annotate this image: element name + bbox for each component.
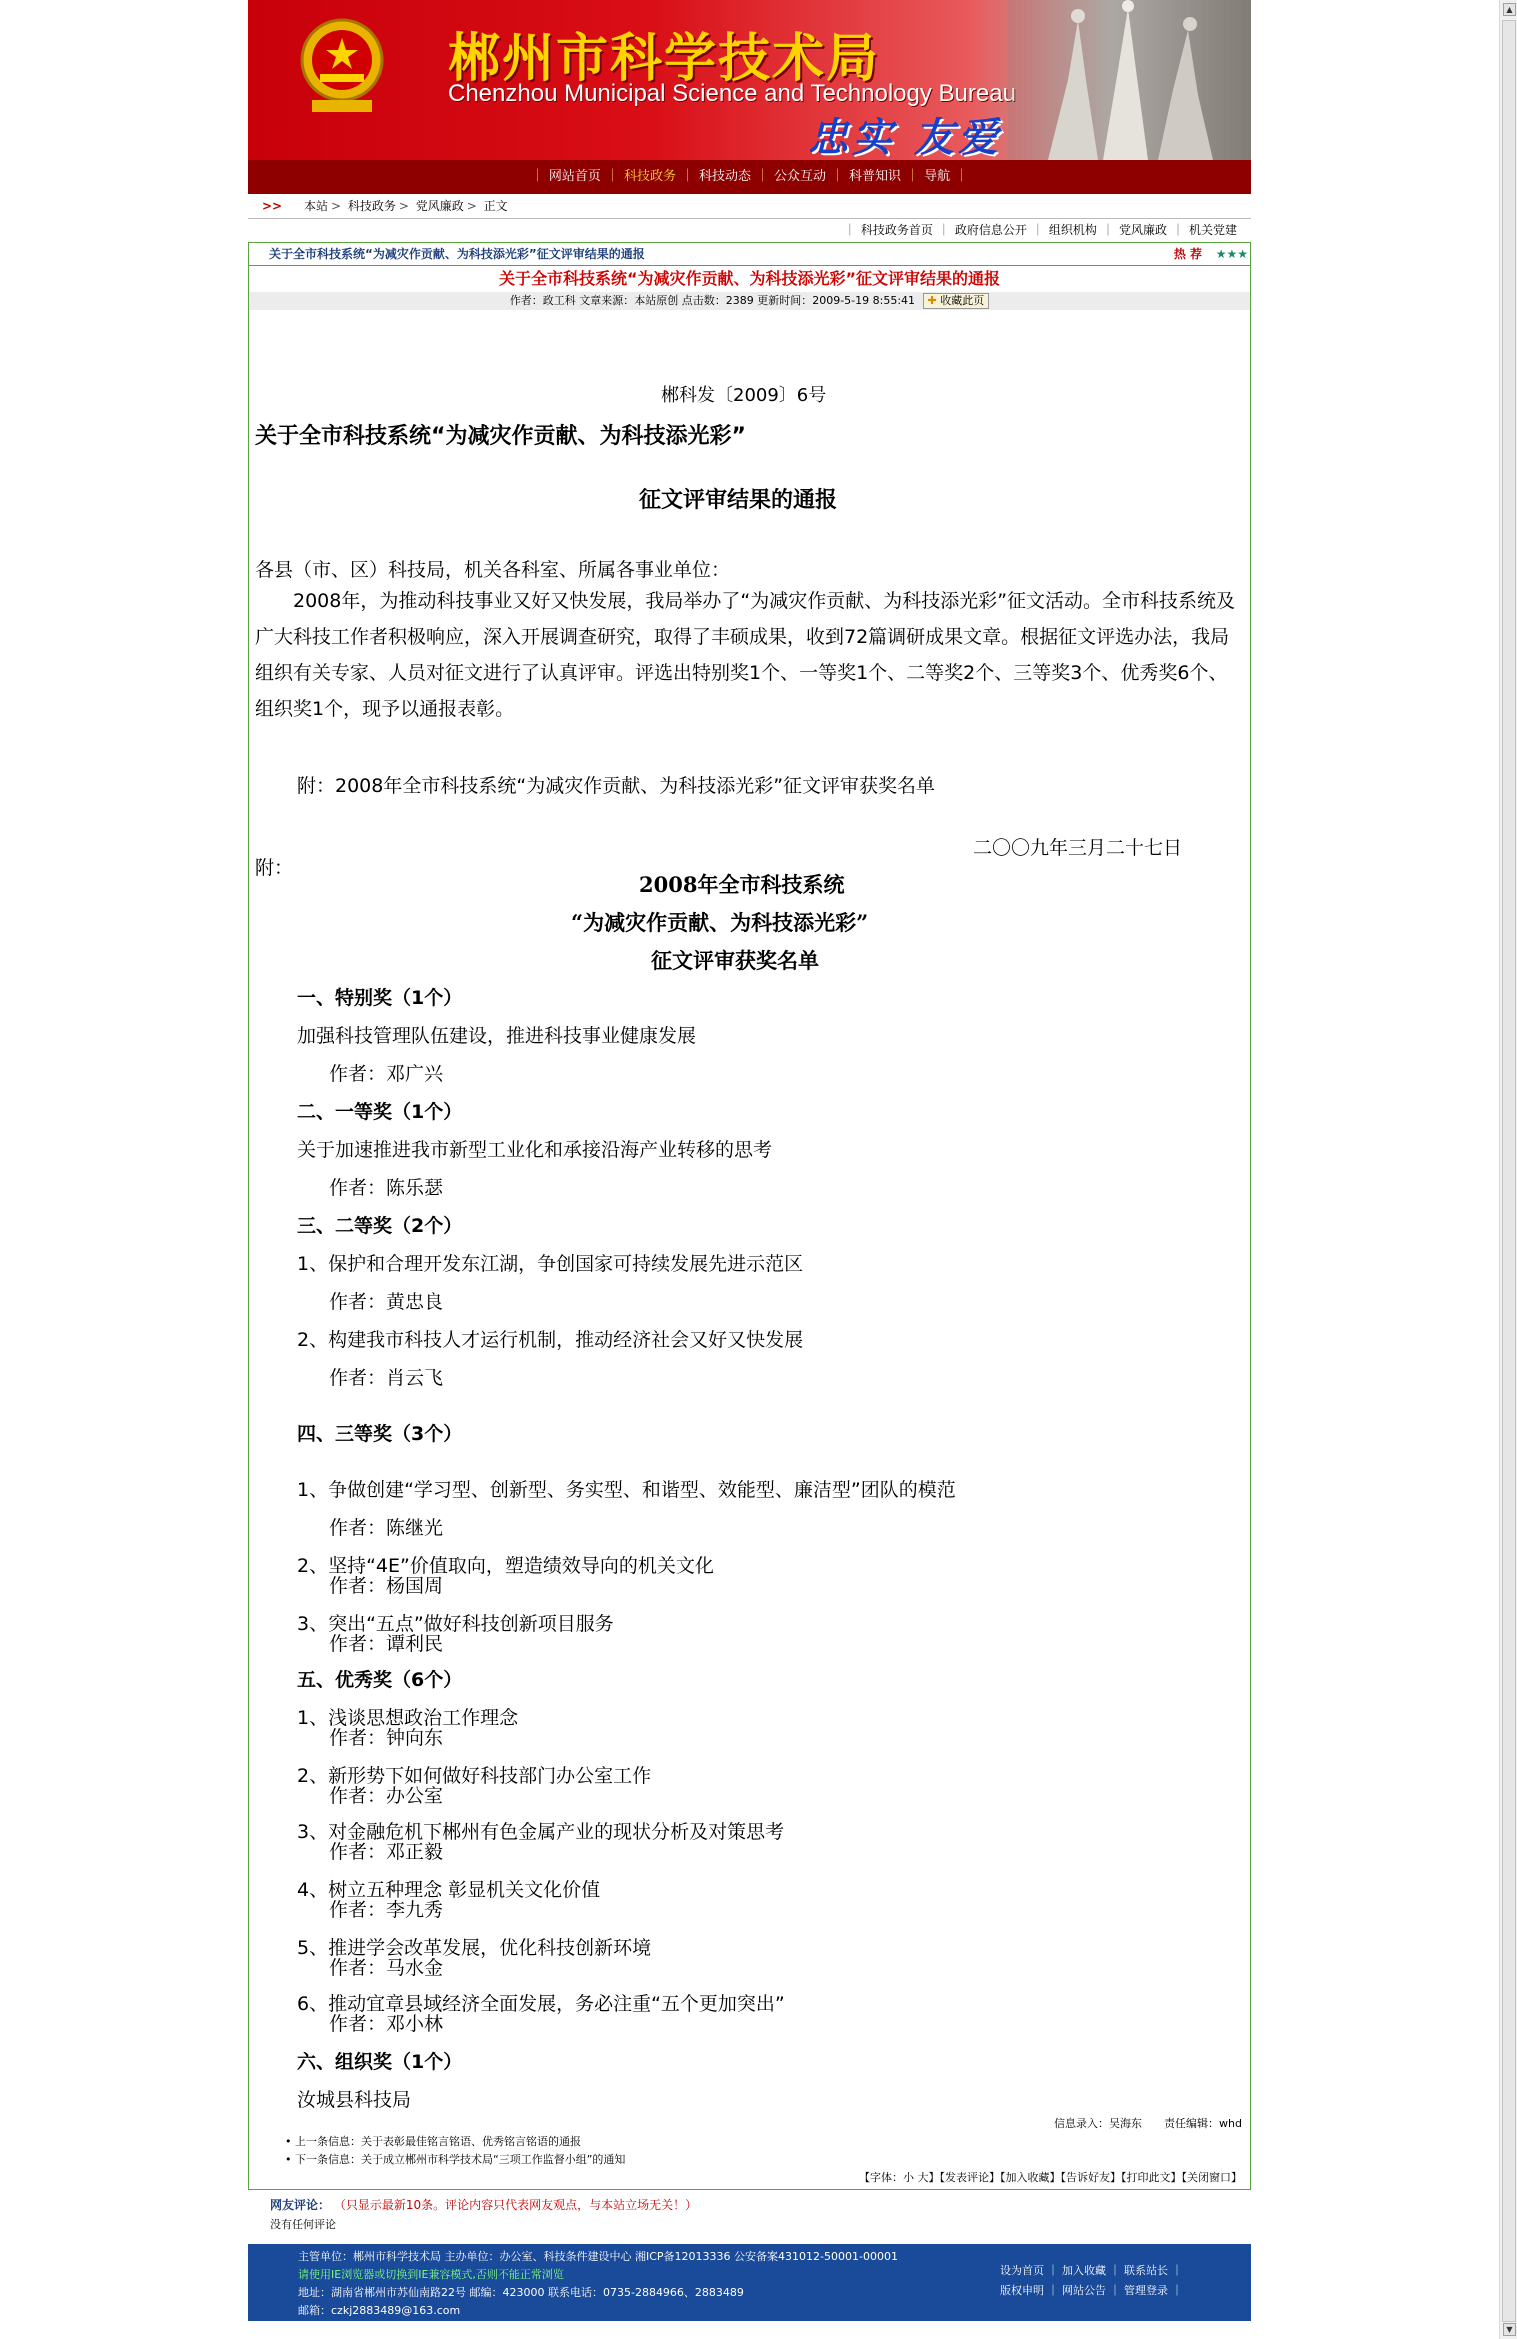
nav-home[interactable]: 网站首页: [548, 169, 601, 184]
bookmark-button[interactable]: [923, 293, 990, 309]
addressee: 各县（市、区）科技局，机关各科室、所属各事业单位：: [255, 559, 731, 581]
award-title: 5、推进学会改革发展，优化科技创新环境: [297, 1937, 652, 1959]
nav-news[interactable]: 科技动态: [698, 169, 751, 184]
footer-line-2: 请使用IE浏览器或切换到IE兼容模式,否则不能正常浏览: [298, 2268, 564, 2281]
attachment-note: 附：2008年全市科技系统“为减灾作贡献、为科技添光彩”征文评审获奖名单: [297, 775, 936, 797]
award-author: 作者：钟向东: [329, 1727, 444, 1749]
bullet-icon: •: [285, 2135, 295, 2148]
subnav-info-public[interactable]: 政府信息公开: [954, 223, 1027, 237]
section-second: 三、二等奖（2个）: [297, 1215, 463, 1237]
award-author: 作者：李九秀: [329, 1899, 444, 1921]
chevron-right-icon: >>: [262, 199, 283, 213]
section-excellence: 五、优秀奖（6个）: [297, 1669, 463, 1691]
award-title: 2、构建我市科技人才运行机制，推动经济社会又好又快发展: [297, 1329, 804, 1351]
award-title: 4、树立五种理念 彰显机关文化价值: [297, 1879, 601, 1901]
footer-line-4: 邮箱：czkj2883489@163.com: [298, 2304, 461, 2317]
award-title: 加强科技管理队伍建设，推进科技事业健康发展: [297, 1025, 697, 1047]
doc-heading-1: 关于全市科技系统“为减灾作贡献、为科技添光彩”: [255, 424, 746, 449]
site-subtitle: Chenzhou Municipal Science and Technology Bureau: [448, 80, 1016, 107]
subnav-party[interactable]: 党风廉政: [1118, 223, 1167, 237]
award-title: 汝城县科技局: [297, 2089, 412, 2111]
list-title-3: 征文评审获奖名单: [651, 948, 819, 973]
comments-label: 网友评论：: [270, 2198, 331, 2212]
subnav-affairs-home[interactable]: 科技政务首页: [860, 223, 933, 237]
editor-line: 信息录入：吴海东 责任编辑：whd: [1054, 2117, 1242, 2130]
body-paragraph: 2008年，为推动科技事业又好又快发展，我局举办了“为减灾作贡献、为科技添光彩”征文活动。全市科技系统及广大科技工作者积极响应，深入开展调查研究，取得了丰硕成果，收到72篇调研成果文章。根据征文评选办法，我局组织有关专家、人员对征文进行了认真评审。评选出特别奖1个、一等奖1个、二等奖2个、三等奖3个、优秀奖6个、组织奖1个，现予以通报表彰。: [255, 590, 1236, 720]
section-organization: 六、组织奖（1个）: [297, 2051, 463, 2073]
bookmark-label: 收藏此页: [940, 294, 985, 307]
award-author: 作者：谭利民: [329, 1633, 444, 1655]
award-title: 2、新形势下如何做好科技部门办公室工作: [297, 1765, 652, 1787]
subnav-org[interactable]: 组织机构: [1048, 223, 1097, 237]
award-author: 作者：杨国周: [329, 1575, 444, 1597]
next-link-text[interactable]: 下一条信息：关于成立郴州市科学技术局“三项工作监督小组”的通知: [295, 2153, 626, 2166]
page: [248, 0, 1251, 2317]
issue-date: 二〇〇九年三月二十七日: [973, 837, 1183, 859]
scrollbar-thumb[interactable]: [1502, 20, 1516, 2322]
award-title: 1、争做创建“学习型、创新型、务实型、和谐型、效能型、廉洁型”团队的模范: [297, 1479, 956, 1501]
award-author: 作者：陈继光: [329, 1517, 444, 1539]
strip-title: 关于全市科技系统“为减灾作贡献、为科技添光彩”征文评审结果的通报: [269, 247, 645, 261]
site-footer: [248, 2244, 1251, 2321]
article-box: [248, 242, 1251, 2190]
award-title: 3、对金融危机下郴州有色金属产业的现状分析及对策思考: [297, 1821, 785, 1843]
breadcrumb-affairs[interactable]: 科技政务: [347, 199, 396, 213]
award-title: 1、保护和合理开发东江湖，争创国家可持续发展先进示范区: [297, 1253, 804, 1275]
comments-note: （只显示最新10条。评论内容只代表网友观点，与本站立场无关！）: [333, 2198, 698, 2212]
section-special: 一、特别奖（1个）: [297, 987, 463, 1009]
breadcrumb-home[interactable]: 本站: [303, 199, 328, 213]
nav-science[interactable]: 科普知识: [849, 169, 902, 184]
scroll-down-arrow-icon[interactable]: ▼: [1503, 2323, 1516, 2336]
article-title: 关于全市科技系统“为减灾作贡献、为科技添光彩”征文评审结果的通报: [498, 269, 1001, 288]
doc-heading-2: 征文评审结果的通报: [639, 488, 838, 513]
prev-link-text[interactable]: 上一条信息：关于表彰最佳铭言铭语、优秀铭言铭语的通报: [295, 2135, 581, 2148]
sub-navigation: ｜ 科技政务首页 ｜ 政府信息公开 ｜ 组织机构 ｜ 党风廉政 ｜ 机关党建: [843, 223, 1237, 237]
comments-header: [270, 2196, 697, 2213]
nav-affairs[interactable]: 科技政务: [623, 169, 676, 184]
hot-badge: 热 荐: [1173, 247, 1202, 261]
award-title: 3、突出“五点”做好科技创新项目服务: [297, 1613, 614, 1635]
section-first: 二、一等奖（1个）: [297, 1101, 463, 1123]
section-third: 四、三等奖（3个）: [297, 1423, 463, 1445]
award-author: 作者：邓小林: [329, 2013, 444, 2035]
top-navigation: ｜ 网站首页 ｜ 科技政务 ｜ 科技动态 ｜ 公众互动 ｜ 科普知识 ｜ 导航 ｜: [248, 160, 1251, 194]
award-title: 1、浅谈思想政治工作理念: [297, 1707, 519, 1729]
article-meta: [249, 292, 1250, 310]
award-title: 2、坚持“4E”价值取向，塑造绩效导向的机关文化: [297, 1555, 714, 1577]
doc-number: 郴科发〔2009〕6号: [661, 385, 827, 406]
sculpture-image: [1008, 0, 1251, 160]
award-author: 作者：马水金: [329, 1957, 444, 1979]
list-title-2: “为减灾作贡献、为科技添光彩”: [571, 910, 869, 935]
bookmark-icon: ✚: [927, 294, 937, 307]
vertical-scrollbar[interactable]: [1499, 0, 1517, 2339]
article-strip: [249, 243, 1250, 266]
award-author: 作者：办公室: [329, 1785, 444, 1807]
scroll-up-arrow-icon[interactable]: ▲: [1503, 3, 1516, 16]
footer-links-2[interactable]: 版权申明 ｜ 网站公告 ｜ 管理登录 ｜: [1000, 2284, 1183, 2297]
breadcrumb-party[interactable]: 党风廉政: [415, 199, 464, 213]
nav-interaction[interactable]: 公众互动: [774, 169, 827, 184]
next-link[interactable]: [285, 2151, 625, 2167]
award-author: 作者：邓正毅: [329, 1841, 444, 1863]
award-title: 6、推动宜章县域经济全面发展，务必注重“五个更加突出”: [297, 1993, 785, 2015]
site-slogan: 忠实 友爱: [808, 115, 1002, 160]
bullet-icon: •: [285, 2153, 295, 2166]
national-emblem-icon: [296, 12, 388, 118]
subnav-party-building[interactable]: 机关党建: [1188, 223, 1237, 237]
award-author: 作者：黄忠良: [329, 1291, 444, 1313]
site-title: 郴州市科学技术局: [448, 28, 881, 89]
footer-line-3: 地址：湖南省郴州市苏仙南路22号 邮编：423000 联系电话：0735-2884966、2883489: [298, 2286, 744, 2299]
breadcrumb: >> 本站 > 科技政务 > 党风廉政 > 正文: [248, 194, 1251, 219]
article-tools[interactable]: 【字体：小 大】【发表评论】【加入收藏】【告诉好友】【打印此文】【关闭窗口】: [859, 2171, 1242, 2184]
award-author: 作者：邓广兴: [329, 1063, 444, 1085]
site-banner: [248, 0, 1251, 160]
nav-guide[interactable]: 导航: [924, 169, 951, 184]
rating-stars-icon: ★★★: [1215, 247, 1248, 261]
footer-links-1[interactable]: 设为首页 ｜ 加入收藏 ｜ 联系站长 ｜: [1000, 2264, 1183, 2277]
comments-empty: 没有任何评论: [270, 2218, 336, 2231]
list-title-1: 2008年全市科技系统: [639, 872, 845, 897]
breadcrumb-current: 正文: [483, 199, 508, 213]
attachment-label: 附：: [255, 857, 294, 879]
award-author: 作者：肖云飞: [329, 1367, 444, 1389]
meta-text: 作者：政工科 文章来源：本站原创 点击数：2389 更新时间：2009-5-19 8:55:41: [509, 294, 916, 307]
footer-line-1: 主管单位：郴州市科学技术局 主办单位：办公室、科技条件建设中心 湘ICP备12013336 公安备案431012-50001-00001: [298, 2250, 898, 2263]
prev-link[interactable]: [285, 2133, 581, 2149]
award-author: 作者：陈乐瑟: [329, 1177, 444, 1199]
award-title: 关于加速推进我市新型工业化和承接沿海产业转移的思考: [297, 1139, 773, 1161]
